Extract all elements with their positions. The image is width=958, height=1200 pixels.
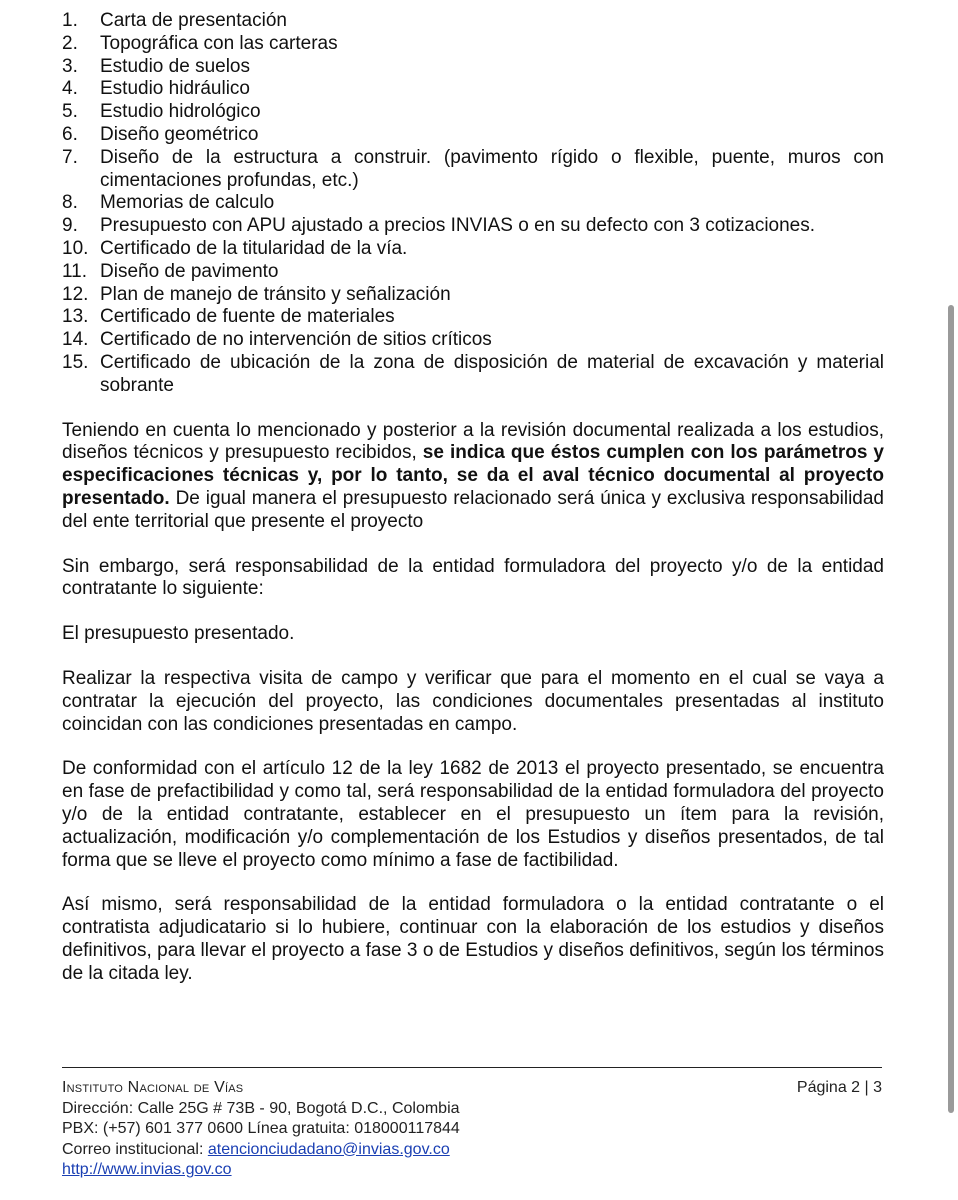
list-item — [62, 352, 884, 398]
list-item-number: 1. — [62, 10, 78, 31]
list-item — [62, 10, 884, 33]
list-item-number: 13. — [62, 306, 89, 328]
approval-paragraph-closing: De igual manera el presupuesto relacionado será única y exclusiva responsabilidad del ente territorial que presente el proyecto — [62, 487, 884, 532]
list-item-text: Diseño geométrico — [100, 123, 259, 145]
budget-paragraph: El presupuesto presentado. — [62, 623, 295, 645]
list-item-number: 9. — [62, 215, 78, 237]
list-item — [62, 78, 884, 101]
email-link[interactable]: atencionciudadano@invias.gov.co — [207, 1140, 450, 1158]
list-item — [62, 124, 884, 147]
list-item-number: 14. — [62, 329, 89, 351]
footer-header-row — [62, 1078, 882, 1099]
list-item — [62, 215, 884, 238]
list-item — [62, 261, 884, 284]
list-item — [62, 284, 884, 307]
list-item — [62, 306, 884, 329]
approval-paragraph-intro: Teniendo en cuenta lo mencionado y posterior a la revisión documental realizada a los estudios, diseños técnicos y presupuesto recibidos, — [62, 419, 884, 464]
list-item — [62, 238, 884, 261]
list-item-text: Diseño de la estructura a construir. (pavimento rígido o flexible, puente, muros con cimentaciones profundas, etc.) — [100, 146, 884, 191]
list-item-text: Estudio de suelos — [100, 55, 250, 77]
list-item-number: 15. — [62, 351, 89, 373]
list-item-text: Diseño de pavimento — [100, 260, 279, 282]
list-item-text: Topográfica con las carteras — [100, 32, 338, 54]
list-item-number: 4. — [62, 78, 78, 100]
page-footer — [62, 1078, 882, 1181]
list-item-text: Estudio hidráulico — [100, 78, 250, 100]
list-item-text: Memorias de calculo — [100, 192, 275, 214]
field-visit-paragraph: Realizar la respectiva visita de campo y verificar que para el momento en el cual se vaya a contratar la ejecución del proyecto, las condiciones documentales presentadas al instituto coincidan con las condiciones presentadas en campo. — [62, 667, 884, 735]
list-item-text: Certificado de fuente de materiales — [100, 306, 395, 328]
list-item-text: Carta de presentación — [100, 10, 287, 31]
responsibility-paragraph: Sin embargo, será responsabilidad de la entidad formuladora del proyecto y/o de la entidad contratante lo siguiente: — [62, 555, 884, 600]
list-item-number: 2. — [62, 32, 78, 54]
list-item-number: 3. — [62, 55, 78, 77]
list-item-text: Certificado de no intervención de sitios críticos — [100, 329, 492, 351]
footer-phone: PBX: (+57) 601 377 0600 Línea gratuita: 018000117844 — [62, 1120, 460, 1137]
list-item-text: Plan de manejo de tránsito y señalización — [100, 283, 451, 305]
list-item-number: 5. — [62, 101, 78, 123]
scrollbar-thumb[interactable] — [948, 305, 954, 1113]
list-item-number: 6. — [62, 123, 78, 145]
list-item — [62, 33, 884, 56]
list-item-text: Certificado de ubicación de la zona de disposición de material de excavación y material sobrante — [100, 351, 884, 396]
law-paragraph: De conformidad con el artículo 12 de la ley 1682 de 2013 el proyecto presentado, se encuentra en fase de prefactibilidad y como tal, será responsabilidad de la entidad formuladora del proyecto y/o de la entidad contratante, establecer en el presupuesto un ítem para la revisión, actualización, modificación y/o complementación de los Estudios y diseños presentados, de tal forma que se lleve el proyecto como mínimo a fase de factibilidad. — [62, 758, 884, 871]
list-item-number: 7. — [62, 146, 78, 168]
approval-paragraph-bold: se indica que éstos cumplen con los parámetros y especificaciones técnicas y, por lo tanto, se da el aval técnico documental al proyecto presentado. — [62, 442, 884, 509]
vertical-scrollbar[interactable] — [946, 0, 956, 1200]
list-item — [62, 329, 884, 352]
page-number: Página 2 | 3 — [796, 1079, 882, 1096]
list-item — [62, 192, 884, 215]
footer-email-line — [62, 1140, 882, 1161]
list-item-text: Estudio hidrológico — [100, 101, 261, 123]
list-item-number: 12. — [62, 283, 89, 305]
list-item-number: 10. — [62, 237, 89, 259]
list-item-number: 8. — [62, 192, 78, 214]
footer-email-label: Correo institucional: — [62, 1140, 208, 1158]
list-item — [62, 147, 884, 193]
final-studies-paragraph: Así mismo, será responsabilidad de la entidad formuladora o la entidad contratante o el contratista adjudicatario si lo hubiere, continuar con la elaboración de los estudios y diseños definitivos, para llevar el proyecto a fase 3 o de Estudios y diseños definitivos, según los términos de la citada ley. — [62, 894, 884, 984]
footer-divider — [62, 1067, 882, 1068]
requirements-list — [62, 10, 884, 398]
approval-paragraph — [62, 420, 884, 534]
list-item-text: Certificado de la titularidad de la vía. — [100, 237, 408, 259]
organization-name: Instituto Nacional de Vías — [62, 1079, 244, 1096]
list-item — [62, 101, 884, 124]
list-item — [62, 56, 884, 79]
document-page — [62, 10, 884, 985]
list-item-text: Presupuesto con APU ajustado a precios INVIAS o en su defecto con 3 cotizaciones. — [100, 215, 816, 237]
footer-address: Dirección: Calle 25G # 73B - 90, Bogotá D.C., Colombia — [62, 1099, 460, 1117]
footer-website-line — [62, 1160, 882, 1181]
list-item-number: 11. — [62, 260, 88, 282]
website-link[interactable]: http://www.invias.gov.co — [62, 1161, 232, 1178]
